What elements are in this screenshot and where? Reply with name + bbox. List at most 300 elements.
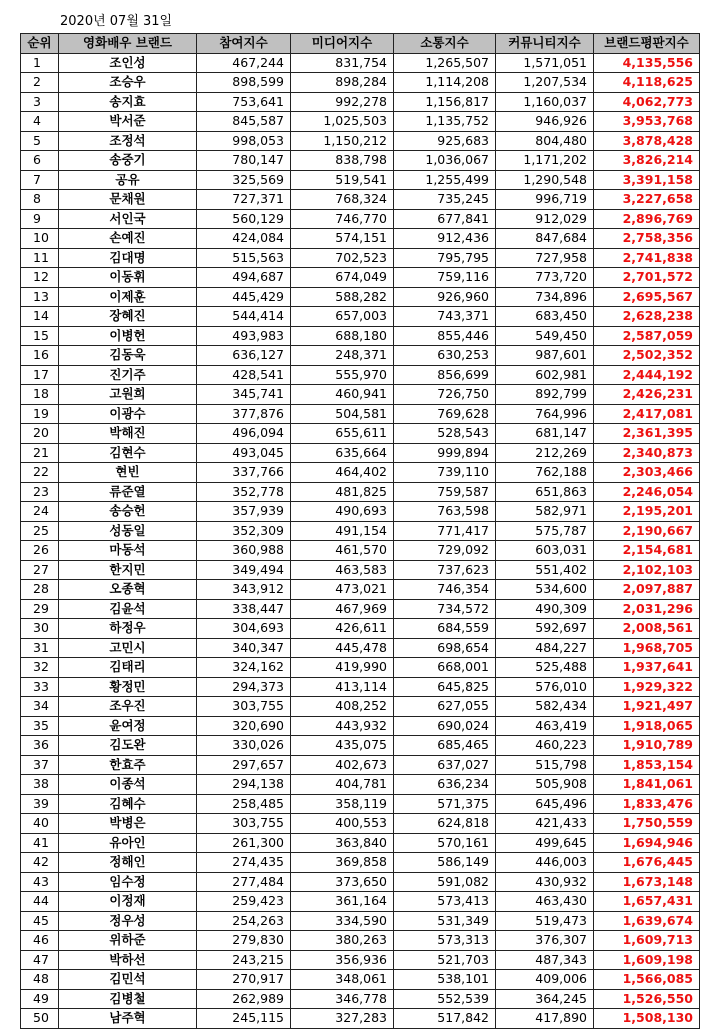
communication-cell: 759,587 <box>394 482 496 502</box>
media-cell: 655,611 <box>291 424 394 444</box>
communication-cell: 926,960 <box>394 287 496 307</box>
actor-name-cell: 남주혁 <box>59 1009 197 1029</box>
actor-name-cell: 조우진 <box>59 697 197 717</box>
participation-cell: 345,741 <box>197 385 291 405</box>
actor-name-cell: 서인국 <box>59 209 197 229</box>
communication-cell: 570,161 <box>394 833 496 853</box>
community-cell: 430,932 <box>496 872 594 892</box>
rank-cell: 4 <box>21 112 59 132</box>
media-cell: 481,825 <box>291 482 394 502</box>
participation-cell: 340,347 <box>197 638 291 658</box>
rank-cell: 19 <box>21 404 59 424</box>
media-cell: 555,970 <box>291 365 394 385</box>
communication-cell: 1,114,208 <box>394 73 496 93</box>
participation-cell: 445,429 <box>197 287 291 307</box>
community-cell: 499,645 <box>496 833 594 853</box>
community-cell: 421,433 <box>496 814 594 834</box>
communication-cell: 677,841 <box>394 209 496 229</box>
brand-index-cell: 1,694,946 <box>594 833 700 853</box>
participation-cell: 338,447 <box>197 599 291 619</box>
participation-cell: 467,244 <box>197 53 291 73</box>
table-row <box>21 326 700 346</box>
rank-cell: 43 <box>21 872 59 892</box>
brand-index-cell: 2,195,201 <box>594 502 700 522</box>
brand-index-cell: 2,361,395 <box>594 424 700 444</box>
communication-cell: 1,156,817 <box>394 92 496 112</box>
community-cell: 549,450 <box>496 326 594 346</box>
participation-cell: 357,939 <box>197 502 291 522</box>
table-row <box>21 1009 700 1029</box>
brand-index-cell: 2,896,769 <box>594 209 700 229</box>
table-row <box>21 931 700 951</box>
table-row <box>21 736 700 756</box>
table-row <box>21 716 700 736</box>
communication-cell: 528,543 <box>394 424 496 444</box>
community-cell: 946,926 <box>496 112 594 132</box>
actor-name-cell: 임수정 <box>59 872 197 892</box>
brand-index-cell: 2,340,873 <box>594 443 700 463</box>
media-cell: 746,770 <box>291 209 394 229</box>
table-row <box>21 404 700 424</box>
table-row <box>21 131 700 151</box>
participation-cell: 303,755 <box>197 697 291 717</box>
community-cell: 575,787 <box>496 521 594 541</box>
table-row <box>21 112 700 132</box>
rank-cell: 38 <box>21 775 59 795</box>
communication-cell: 769,628 <box>394 404 496 424</box>
communication-cell: 685,465 <box>394 736 496 756</box>
communication-cell: 743,371 <box>394 307 496 327</box>
community-cell: 603,031 <box>496 541 594 561</box>
media-cell: 1,025,503 <box>291 112 394 132</box>
brand-index-cell: 2,502,352 <box>594 346 700 366</box>
community-cell: 364,245 <box>496 989 594 1009</box>
table-row <box>21 658 700 678</box>
table-row <box>21 170 700 190</box>
brand-index-cell: 1,937,641 <box>594 658 700 678</box>
media-cell: 1,150,212 <box>291 131 394 151</box>
rank-cell: 2 <box>21 73 59 93</box>
rank-cell: 23 <box>21 482 59 502</box>
rank-cell: 21 <box>21 443 59 463</box>
table-row <box>21 541 700 561</box>
communication-cell: 925,683 <box>394 131 496 151</box>
communication-cell: 571,375 <box>394 794 496 814</box>
communication-cell: 912,436 <box>394 229 496 249</box>
community-cell: 463,430 <box>496 892 594 912</box>
participation-cell: 352,778 <box>197 482 291 502</box>
brand-index-cell: 2,701,572 <box>594 268 700 288</box>
actor-name-cell: 김현수 <box>59 443 197 463</box>
community-cell: 212,269 <box>496 443 594 463</box>
brand-index-cell: 1,853,154 <box>594 755 700 775</box>
participation-cell: 424,084 <box>197 229 291 249</box>
rank-cell: 49 <box>21 989 59 1009</box>
actor-name-cell: 이종석 <box>59 775 197 795</box>
actor-name-cell: 김민석 <box>59 970 197 990</box>
rank-cell: 1 <box>21 53 59 73</box>
table-row <box>21 365 700 385</box>
rank-cell: 37 <box>21 755 59 775</box>
table-row <box>21 443 700 463</box>
table-row <box>21 677 700 697</box>
rank-cell: 32 <box>21 658 59 678</box>
rank-cell: 13 <box>21 287 59 307</box>
media-cell: 358,119 <box>291 794 394 814</box>
actor-name-cell: 하정우 <box>59 619 197 639</box>
media-cell: 380,263 <box>291 931 394 951</box>
rank-cell: 35 <box>21 716 59 736</box>
community-cell: 1,571,051 <box>496 53 594 73</box>
media-cell: 346,778 <box>291 989 394 1009</box>
participation-cell: 493,983 <box>197 326 291 346</box>
rank-cell: 31 <box>21 638 59 658</box>
participation-cell: 753,641 <box>197 92 291 112</box>
brand-index-cell: 3,826,214 <box>594 151 700 171</box>
table-row <box>21 151 700 171</box>
rank-cell: 7 <box>21 170 59 190</box>
table-row <box>21 814 700 834</box>
rank-cell: 20 <box>21 424 59 444</box>
media-cell: 445,478 <box>291 638 394 658</box>
actor-name-cell: 박병은 <box>59 814 197 834</box>
communication-cell: 627,055 <box>394 697 496 717</box>
communication-cell: 739,110 <box>394 463 496 483</box>
communication-cell: 856,699 <box>394 365 496 385</box>
actor-name-cell: 김병철 <box>59 989 197 1009</box>
communication-cell: 1,036,067 <box>394 151 496 171</box>
communication-cell: 636,234 <box>394 775 496 795</box>
brand-index-cell: 3,953,768 <box>594 112 700 132</box>
community-cell: 764,996 <box>496 404 594 424</box>
table-row <box>21 950 700 970</box>
media-cell: 400,553 <box>291 814 394 834</box>
communication-cell: 684,559 <box>394 619 496 639</box>
table-row <box>21 463 700 483</box>
media-cell: 463,583 <box>291 560 394 580</box>
community-cell: 681,147 <box>496 424 594 444</box>
rank-cell: 45 <box>21 911 59 931</box>
actor-name-cell: 김혜수 <box>59 794 197 814</box>
community-cell: 525,488 <box>496 658 594 678</box>
brand-index-cell: 2,031,296 <box>594 599 700 619</box>
rank-cell: 11 <box>21 248 59 268</box>
table-row <box>21 268 700 288</box>
media-cell: 373,650 <box>291 872 394 892</box>
rank-cell: 36 <box>21 736 59 756</box>
actor-name-cell: 마동석 <box>59 541 197 561</box>
participation-cell: 343,912 <box>197 580 291 600</box>
rank-cell: 39 <box>21 794 59 814</box>
report-date: 2020년 07월 31일 <box>60 14 173 29</box>
actor-name-cell: 김도완 <box>59 736 197 756</box>
brand-index-cell: 2,008,561 <box>594 619 700 639</box>
brand-index-cell: 1,921,497 <box>594 697 700 717</box>
rank-cell: 50 <box>21 1009 59 1029</box>
brand-index-cell: 1,526,550 <box>594 989 700 1009</box>
brand-index-cell: 1,833,476 <box>594 794 700 814</box>
communication-cell: 729,092 <box>394 541 496 561</box>
community-cell: 1,171,202 <box>496 151 594 171</box>
communication-cell: 746,354 <box>394 580 496 600</box>
community-cell: 463,419 <box>496 716 594 736</box>
community-cell: 762,188 <box>496 463 594 483</box>
actor-name-cell: 송승헌 <box>59 502 197 522</box>
media-cell: 898,284 <box>291 73 394 93</box>
rank-cell: 33 <box>21 677 59 697</box>
rank-cell: 15 <box>21 326 59 346</box>
table-row <box>21 521 700 541</box>
media-cell: 404,781 <box>291 775 394 795</box>
rank-cell: 42 <box>21 853 59 873</box>
brand-index-cell: 3,227,658 <box>594 190 700 210</box>
communication-cell: 999,894 <box>394 443 496 463</box>
communication-cell: 1,265,507 <box>394 53 496 73</box>
communication-cell: 521,703 <box>394 950 496 970</box>
communication-cell: 637,027 <box>394 755 496 775</box>
media-cell: 519,541 <box>291 170 394 190</box>
participation-cell: 294,138 <box>197 775 291 795</box>
media-cell: 464,402 <box>291 463 394 483</box>
actor-name-cell: 이제훈 <box>59 287 197 307</box>
media-cell: 574,151 <box>291 229 394 249</box>
communication-cell: 855,446 <box>394 326 496 346</box>
community-cell: 651,863 <box>496 482 594 502</box>
table-row <box>21 638 700 658</box>
communication-cell: 763,598 <box>394 502 496 522</box>
table-row <box>21 502 700 522</box>
participation-cell: 297,657 <box>197 755 291 775</box>
brand-index-cell: 4,062,773 <box>594 92 700 112</box>
rank-cell: 48 <box>21 970 59 990</box>
table-row <box>21 755 700 775</box>
brand-index-cell: 1,673,148 <box>594 872 700 892</box>
participation-cell: 845,587 <box>197 112 291 132</box>
rank-cell: 27 <box>21 560 59 580</box>
participation-cell: 320,690 <box>197 716 291 736</box>
brand-index-cell: 1,750,559 <box>594 814 700 834</box>
participation-cell: 560,129 <box>197 209 291 229</box>
participation-cell: 494,687 <box>197 268 291 288</box>
community-cell: 484,227 <box>496 638 594 658</box>
table-row <box>21 560 700 580</box>
media-cell: 491,154 <box>291 521 394 541</box>
rank-cell: 34 <box>21 697 59 717</box>
media-cell: 435,075 <box>291 736 394 756</box>
rank-cell: 18 <box>21 385 59 405</box>
community-cell: 582,434 <box>496 697 594 717</box>
media-cell: 588,282 <box>291 287 394 307</box>
communication-cell: 698,654 <box>394 638 496 658</box>
actor-name-cell: 손예진 <box>59 229 197 249</box>
rank-cell: 26 <box>21 541 59 561</box>
communication-cell: 1,135,752 <box>394 112 496 132</box>
actor-name-cell: 공유 <box>59 170 197 190</box>
participation-cell: 259,423 <box>197 892 291 912</box>
community-cell: 1,207,534 <box>496 73 594 93</box>
rank-cell: 28 <box>21 580 59 600</box>
rank-cell: 3 <box>21 92 59 112</box>
participation-cell: 325,569 <box>197 170 291 190</box>
table-row <box>21 619 700 639</box>
participation-cell: 279,830 <box>197 931 291 951</box>
communication-cell: 668,001 <box>394 658 496 678</box>
table-row <box>21 307 700 327</box>
brand-index-cell: 1,918,065 <box>594 716 700 736</box>
table-body <box>21 53 700 1028</box>
actor-name-cell: 한효주 <box>59 755 197 775</box>
participation-cell: 428,541 <box>197 365 291 385</box>
participation-cell: 352,309 <box>197 521 291 541</box>
table-row <box>21 892 700 912</box>
table-header-row <box>21 34 700 54</box>
media-cell: 657,003 <box>291 307 394 327</box>
participation-cell: 304,693 <box>197 619 291 639</box>
communication-cell: 591,082 <box>394 872 496 892</box>
actor-name-cell: 조정석 <box>59 131 197 151</box>
rank-cell: 25 <box>21 521 59 541</box>
participation-cell: 898,599 <box>197 73 291 93</box>
communication-cell: 538,101 <box>394 970 496 990</box>
table-row <box>21 229 700 249</box>
participation-cell: 303,755 <box>197 814 291 834</box>
header-community-index: 커뮤니티지수 <box>496 34 594 54</box>
actor-name-cell: 송지효 <box>59 92 197 112</box>
rank-cell: 17 <box>21 365 59 385</box>
participation-cell: 277,484 <box>197 872 291 892</box>
table-row <box>21 794 700 814</box>
brand-index-cell: 2,190,667 <box>594 521 700 541</box>
media-cell: 838,798 <box>291 151 394 171</box>
rank-cell: 24 <box>21 502 59 522</box>
actor-name-cell: 정해인 <box>59 853 197 873</box>
actor-name-cell: 문채원 <box>59 190 197 210</box>
brand-index-cell: 2,417,081 <box>594 404 700 424</box>
communication-cell: 630,253 <box>394 346 496 366</box>
actor-name-cell: 오종혁 <box>59 580 197 600</box>
brand-index-cell: 1,910,789 <box>594 736 700 756</box>
media-cell: 831,754 <box>291 53 394 73</box>
participation-cell: 349,494 <box>197 560 291 580</box>
table-row <box>21 53 700 73</box>
actor-name-cell: 이병헌 <box>59 326 197 346</box>
rank-cell: 30 <box>21 619 59 639</box>
communication-cell: 645,825 <box>394 677 496 697</box>
brand-index-cell: 2,628,238 <box>594 307 700 327</box>
community-cell: 515,798 <box>496 755 594 775</box>
rank-cell: 44 <box>21 892 59 912</box>
media-cell: 413,114 <box>291 677 394 697</box>
communication-cell: 531,349 <box>394 911 496 931</box>
header-actor-brand: 영화배우 브랜드 <box>59 34 197 54</box>
participation-cell: 337,766 <box>197 463 291 483</box>
header-participation-index: 참여지수 <box>197 34 291 54</box>
actor-name-cell: 박하선 <box>59 950 197 970</box>
participation-cell: 493,045 <box>197 443 291 463</box>
actor-name-cell: 김태리 <box>59 658 197 678</box>
media-cell: 363,840 <box>291 833 394 853</box>
actor-name-cell: 김동욱 <box>59 346 197 366</box>
community-cell: 987,601 <box>496 346 594 366</box>
brand-reputation-table <box>20 33 700 1029</box>
brand-index-cell: 2,758,356 <box>594 229 700 249</box>
table-row <box>21 190 700 210</box>
media-cell: 369,858 <box>291 853 394 873</box>
actor-name-cell: 이동휘 <box>59 268 197 288</box>
media-cell: 348,061 <box>291 970 394 990</box>
actor-name-cell: 조인성 <box>59 53 197 73</box>
media-cell: 768,324 <box>291 190 394 210</box>
actor-name-cell: 김대명 <box>59 248 197 268</box>
table-row <box>21 482 700 502</box>
participation-cell: 262,989 <box>197 989 291 1009</box>
media-cell: 443,932 <box>291 716 394 736</box>
table-row <box>21 424 700 444</box>
brand-index-cell: 1,609,198 <box>594 950 700 970</box>
brand-index-cell: 1,968,705 <box>594 638 700 658</box>
communication-cell: 734,572 <box>394 599 496 619</box>
media-cell: 674,049 <box>291 268 394 288</box>
actor-name-cell: 진기주 <box>59 365 197 385</box>
community-cell: 376,307 <box>496 931 594 951</box>
brand-index-cell: 1,929,322 <box>594 677 700 697</box>
community-cell: 1,290,548 <box>496 170 594 190</box>
brand-index-cell: 2,587,059 <box>594 326 700 346</box>
actor-name-cell: 류준열 <box>59 482 197 502</box>
brand-index-cell: 4,135,556 <box>594 53 700 73</box>
brand-index-cell: 2,741,838 <box>594 248 700 268</box>
participation-cell: 324,162 <box>197 658 291 678</box>
actor-name-cell: 윤여정 <box>59 716 197 736</box>
community-cell: 773,720 <box>496 268 594 288</box>
media-cell: 361,164 <box>291 892 394 912</box>
brand-index-cell: 2,695,567 <box>594 287 700 307</box>
community-cell: 409,006 <box>496 970 594 990</box>
table-row <box>21 599 700 619</box>
media-cell: 467,969 <box>291 599 394 619</box>
community-cell: 519,473 <box>496 911 594 931</box>
community-cell: 487,343 <box>496 950 594 970</box>
community-cell: 1,160,037 <box>496 92 594 112</box>
participation-cell: 515,563 <box>197 248 291 268</box>
brand-index-cell: 2,102,103 <box>594 560 700 580</box>
rank-cell: 10 <box>21 229 59 249</box>
media-cell: 460,941 <box>291 385 394 405</box>
actor-name-cell: 고원희 <box>59 385 197 405</box>
media-cell: 992,278 <box>291 92 394 112</box>
community-cell: 645,496 <box>496 794 594 814</box>
actor-name-cell: 조승우 <box>59 73 197 93</box>
table-row <box>21 833 700 853</box>
community-cell: 734,896 <box>496 287 594 307</box>
actor-name-cell: 이광수 <box>59 404 197 424</box>
brand-index-cell: 2,246,054 <box>594 482 700 502</box>
rank-cell: 14 <box>21 307 59 327</box>
participation-cell: 245,115 <box>197 1009 291 1029</box>
table-row <box>21 580 700 600</box>
brand-index-cell: 2,097,887 <box>594 580 700 600</box>
rank-cell: 6 <box>21 151 59 171</box>
participation-cell: 496,094 <box>197 424 291 444</box>
community-cell: 446,003 <box>496 853 594 873</box>
actor-name-cell: 성동일 <box>59 521 197 541</box>
media-cell: 473,021 <box>291 580 394 600</box>
participation-cell: 998,053 <box>197 131 291 151</box>
media-cell: 635,664 <box>291 443 394 463</box>
community-cell: 847,684 <box>496 229 594 249</box>
community-cell: 912,029 <box>496 209 594 229</box>
brand-index-cell: 1,841,061 <box>594 775 700 795</box>
